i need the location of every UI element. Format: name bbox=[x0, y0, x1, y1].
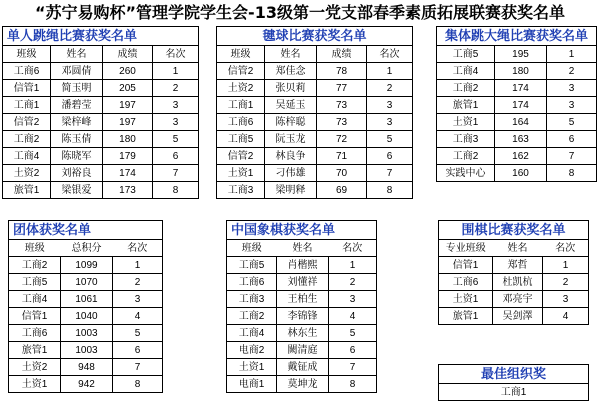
cell-first: 工商4 bbox=[9, 291, 61, 308]
table-row bbox=[227, 257, 377, 274]
cell-score: 174 bbox=[103, 165, 153, 182]
cell-rank: 3 bbox=[367, 114, 413, 131]
cell-class: 土资1 bbox=[217, 165, 265, 182]
cell-score: 73 bbox=[317, 97, 367, 114]
cell-first: 信管1 bbox=[9, 308, 61, 325]
cell-first: 工商6 bbox=[9, 325, 61, 342]
cell-name: 邓圆倩 bbox=[51, 63, 103, 80]
cell-rank: 2 bbox=[329, 274, 377, 291]
cell-score: 71 bbox=[317, 148, 367, 165]
table-row bbox=[437, 148, 597, 165]
cell-rank: 3 bbox=[153, 97, 199, 114]
cell-rank: 8 bbox=[153, 182, 199, 199]
cell-rank: 1 bbox=[367, 63, 413, 80]
cell-rank: 3 bbox=[547, 97, 597, 114]
cell-name: 刘裕良 bbox=[51, 165, 103, 182]
table-row bbox=[9, 376, 163, 393]
table-row bbox=[217, 97, 413, 114]
chess-title: 中国象棋获奖名单 bbox=[227, 221, 377, 240]
cell-first: 工商2 bbox=[437, 148, 495, 165]
cell-second: 1099 bbox=[61, 257, 113, 274]
cell-rank: 7 bbox=[329, 359, 377, 376]
cell-second: 948 bbox=[61, 359, 113, 376]
cell-second: 174 bbox=[495, 97, 547, 114]
cell-first: 工商4 bbox=[437, 63, 495, 80]
cell-rank: 1 bbox=[547, 46, 597, 63]
table-row bbox=[9, 274, 163, 291]
cell-name: 陈晓军 bbox=[51, 148, 103, 165]
cell-second: 王柏生 bbox=[277, 291, 329, 308]
table-row bbox=[217, 182, 413, 199]
header-rank: 名次 bbox=[543, 240, 589, 257]
table-row bbox=[217, 165, 413, 182]
table-row bbox=[9, 342, 163, 359]
cell-first: 实践中心 bbox=[437, 165, 495, 182]
cell-first: 工商6 bbox=[439, 274, 493, 291]
cell-rank: 8 bbox=[329, 376, 377, 393]
cell-second: 闕清庭 bbox=[277, 342, 329, 359]
cell-first: 旅管1 bbox=[9, 342, 61, 359]
cell-name: 张贝莉 bbox=[265, 80, 317, 97]
table-row bbox=[3, 63, 199, 80]
cell-rank: 1 bbox=[543, 257, 589, 274]
cell-class: 工商1 bbox=[217, 97, 265, 114]
cell-score: 197 bbox=[103, 97, 153, 114]
cell-second: 戴钲成 bbox=[277, 359, 329, 376]
cell-second: 1061 bbox=[61, 291, 113, 308]
cell-second: 邓亮宇 bbox=[493, 291, 543, 308]
cell-rank: 1 bbox=[329, 257, 377, 274]
table-row bbox=[439, 291, 589, 308]
cell-rank: 7 bbox=[113, 359, 163, 376]
table-row bbox=[227, 291, 377, 308]
cell-rank: 3 bbox=[153, 114, 199, 131]
rope-single-title: 单人跳绳比赛获奖名单 bbox=[3, 27, 199, 46]
table-row bbox=[227, 274, 377, 291]
cell-name: 陈梓聪 bbox=[265, 114, 317, 131]
rope-group-table bbox=[436, 26, 597, 182]
cell-first: 土资1 bbox=[439, 291, 493, 308]
table-row bbox=[217, 131, 413, 148]
cell-name: 梁明释 bbox=[265, 182, 317, 199]
cell-score: 73 bbox=[317, 114, 367, 131]
cell-rank: 3 bbox=[329, 291, 377, 308]
cell-first: 土资2 bbox=[9, 359, 61, 376]
cell-first: 工商2 bbox=[437, 80, 495, 97]
header-score: 成绩 bbox=[103, 46, 153, 63]
header-class: 班级 bbox=[3, 46, 51, 63]
cell-score: 260 bbox=[103, 63, 153, 80]
cell-class: 工商6 bbox=[3, 63, 51, 80]
cell-class: 旅管1 bbox=[3, 182, 51, 199]
cell-second: 1070 bbox=[61, 274, 113, 291]
cell-name: 郑佳念 bbox=[265, 63, 317, 80]
cell-rank: 7 bbox=[153, 165, 199, 182]
header-name: 姓名 bbox=[51, 46, 103, 63]
go-table bbox=[438, 220, 589, 325]
table-row bbox=[227, 342, 377, 359]
cell-rank: 4 bbox=[329, 308, 377, 325]
cell-first: 工商3 bbox=[227, 291, 277, 308]
table-row bbox=[437, 114, 597, 131]
cell-rank: 7 bbox=[367, 165, 413, 182]
cell-first: 电商2 bbox=[227, 342, 277, 359]
cell-name: 阮玉龙 bbox=[265, 131, 317, 148]
cell-rank: 7 bbox=[547, 148, 597, 165]
chess-table bbox=[226, 220, 377, 393]
table-row bbox=[3, 131, 199, 148]
table-row bbox=[3, 114, 199, 131]
cell-rank: 3 bbox=[547, 80, 597, 97]
table-row bbox=[227, 376, 377, 393]
cell-class: 信管1 bbox=[3, 80, 51, 97]
cell-score: 69 bbox=[317, 182, 367, 199]
cell-first: 工商2 bbox=[9, 257, 61, 274]
cell-rank: 5 bbox=[113, 325, 163, 342]
header-rank: 名次 bbox=[367, 46, 413, 63]
cell-rank: 2 bbox=[113, 274, 163, 291]
cell-first: 工商5 bbox=[9, 274, 61, 291]
cell-rank: 6 bbox=[153, 148, 199, 165]
table-row bbox=[437, 80, 597, 97]
table-row bbox=[9, 308, 163, 325]
cell-second: 174 bbox=[495, 80, 547, 97]
header-class: 班级 bbox=[9, 240, 61, 257]
cell-class: 工商4 bbox=[3, 148, 51, 165]
cell-rank: 8 bbox=[367, 182, 413, 199]
cell-rank: 5 bbox=[329, 325, 377, 342]
cell-second: 163 bbox=[495, 131, 547, 148]
go-title: 围棋比赛获奖名单 bbox=[439, 221, 589, 240]
cell-class: 土资2 bbox=[3, 165, 51, 182]
cell-second: 160 bbox=[495, 165, 547, 182]
table-row bbox=[9, 359, 163, 376]
cell-second: 1003 bbox=[61, 342, 113, 359]
cell-rank: 6 bbox=[329, 342, 377, 359]
cell-name: 陈玉倩 bbox=[51, 131, 103, 148]
cell-class: 工商2 bbox=[3, 131, 51, 148]
cell-name: 潘碧莹 bbox=[51, 97, 103, 114]
cell-class: 工商5 bbox=[217, 131, 265, 148]
cell-rank: 5 bbox=[547, 114, 597, 131]
cell-second: 肖楷熙 bbox=[277, 257, 329, 274]
cell-rank: 2 bbox=[547, 63, 597, 80]
cell-score: 70 bbox=[317, 165, 367, 182]
rope-group-title: 集体跳大绳比赛获奖名单 bbox=[437, 27, 597, 46]
table-row bbox=[437, 63, 597, 80]
header-name: 姓名 bbox=[265, 46, 317, 63]
cell-rank: 3 bbox=[367, 97, 413, 114]
cell-rank: 1 bbox=[153, 63, 199, 80]
cell-name: 梁银爱 bbox=[51, 182, 103, 199]
cell-second: 刘懂祥 bbox=[277, 274, 329, 291]
table-row bbox=[227, 308, 377, 325]
cell-rank: 4 bbox=[113, 308, 163, 325]
cell-rank: 8 bbox=[547, 165, 597, 182]
header-name: 姓名 bbox=[493, 240, 543, 257]
cell-second: 164 bbox=[495, 114, 547, 131]
cell-score: 72 bbox=[317, 131, 367, 148]
cell-first: 工商3 bbox=[437, 131, 495, 148]
cell-second: 162 bbox=[495, 148, 547, 165]
cell-first: 工商6 bbox=[227, 274, 277, 291]
table-row bbox=[9, 291, 163, 308]
team-title: 团体获奖名单 bbox=[9, 221, 163, 240]
table-row bbox=[3, 97, 199, 114]
cell-first: 工商5 bbox=[227, 257, 277, 274]
cell-rank: 6 bbox=[113, 342, 163, 359]
header-rank: 名次 bbox=[329, 240, 377, 257]
shuttlecock-title: 毽球比赛获奖名单 bbox=[217, 27, 413, 46]
cell-rank: 5 bbox=[153, 131, 199, 148]
table-row bbox=[437, 165, 597, 182]
best-org-value: 工商1 bbox=[439, 384, 589, 401]
cell-score: 173 bbox=[103, 182, 153, 199]
header-rank: 名次 bbox=[113, 240, 163, 257]
rope-single-table bbox=[2, 26, 199, 199]
header-class: 班级 bbox=[217, 46, 265, 63]
header-rank: 名次 bbox=[153, 46, 199, 63]
table-row bbox=[227, 359, 377, 376]
cell-first: 工商2 bbox=[227, 308, 277, 325]
header-class: 班级 bbox=[227, 240, 277, 257]
cell-score: 77 bbox=[317, 80, 367, 97]
cell-name: 梁梓峰 bbox=[51, 114, 103, 131]
table-row bbox=[439, 274, 589, 291]
table-row bbox=[3, 182, 199, 199]
cell-class: 工商3 bbox=[217, 182, 265, 199]
cell-rank: 2 bbox=[367, 80, 413, 97]
cell-second: 郑哲 bbox=[493, 257, 543, 274]
team-table bbox=[8, 220, 163, 393]
cell-second: 180 bbox=[495, 63, 547, 80]
header-major-class: 专业班级 bbox=[439, 240, 493, 257]
cell-rank: 5 bbox=[367, 131, 413, 148]
table-row bbox=[439, 257, 589, 274]
cell-class: 工商1 bbox=[3, 97, 51, 114]
cell-rank: 4 bbox=[543, 308, 589, 325]
cell-score: 180 bbox=[103, 131, 153, 148]
cell-class: 信管2 bbox=[217, 63, 265, 80]
cell-rank: 2 bbox=[153, 80, 199, 97]
cell-rank: 3 bbox=[543, 291, 589, 308]
table-row bbox=[437, 131, 597, 148]
header-score: 成绩 bbox=[317, 46, 367, 63]
cell-first: 电商1 bbox=[227, 376, 277, 393]
table-row bbox=[9, 257, 163, 274]
cell-rank: 8 bbox=[113, 376, 163, 393]
shuttlecock-table bbox=[216, 26, 413, 199]
cell-rank: 1 bbox=[113, 257, 163, 274]
cell-rank: 6 bbox=[367, 148, 413, 165]
cell-name: 林良争 bbox=[265, 148, 317, 165]
table-row bbox=[437, 97, 597, 114]
cell-rank: 2 bbox=[543, 274, 589, 291]
cell-first: 工商4 bbox=[227, 325, 277, 342]
table-row bbox=[217, 80, 413, 97]
best-org-table bbox=[438, 364, 589, 401]
cell-first: 土资1 bbox=[227, 359, 277, 376]
cell-second: 吴剑澤 bbox=[493, 308, 543, 325]
cell-score: 78 bbox=[317, 63, 367, 80]
table-row bbox=[9, 325, 163, 342]
cell-name: 刁伟雄 bbox=[265, 165, 317, 182]
cell-first: 旅管1 bbox=[437, 97, 495, 114]
cell-class: 工商6 bbox=[217, 114, 265, 131]
table-row bbox=[217, 63, 413, 80]
cell-rank: 6 bbox=[547, 131, 597, 148]
page-title: “苏宁易购杯”管理学院学生会-13级第一党支部春季素质拓展联赛获奖名单 bbox=[35, 3, 565, 22]
cell-first: 信管1 bbox=[439, 257, 493, 274]
cell-class: 土资2 bbox=[217, 80, 265, 97]
cell-score: 197 bbox=[103, 114, 153, 131]
table-row bbox=[217, 114, 413, 131]
table-row bbox=[3, 80, 199, 97]
table-row bbox=[227, 325, 377, 342]
cell-class: 信管2 bbox=[3, 114, 51, 131]
cell-name: 吴延玉 bbox=[265, 97, 317, 114]
table-row bbox=[3, 148, 199, 165]
header-total: 总积分 bbox=[61, 240, 113, 257]
table-row bbox=[217, 148, 413, 165]
cell-second: 李锦锋 bbox=[277, 308, 329, 325]
cell-second: 195 bbox=[495, 46, 547, 63]
cell-score: 205 bbox=[103, 80, 153, 97]
cell-class: 信管2 bbox=[217, 148, 265, 165]
cell-second: 942 bbox=[61, 376, 113, 393]
cell-first: 土资1 bbox=[9, 376, 61, 393]
cell-first: 旅管1 bbox=[439, 308, 493, 325]
cell-second: 莫坤龙 bbox=[277, 376, 329, 393]
best-org-title: 最佳组织奖 bbox=[439, 365, 589, 384]
table-row bbox=[3, 165, 199, 182]
cell-second: 杜凯杭 bbox=[493, 274, 543, 291]
header-name: 姓名 bbox=[277, 240, 329, 257]
table-row bbox=[439, 308, 589, 325]
cell-second: 1003 bbox=[61, 325, 113, 342]
cell-second: 林东生 bbox=[277, 325, 329, 342]
cell-rank: 3 bbox=[113, 291, 163, 308]
cell-name: 简玉明 bbox=[51, 80, 103, 97]
table-row bbox=[437, 46, 597, 63]
cell-second: 1040 bbox=[61, 308, 113, 325]
cell-first: 土资1 bbox=[437, 114, 495, 131]
cell-first: 工商5 bbox=[437, 46, 495, 63]
cell-score: 179 bbox=[103, 148, 153, 165]
